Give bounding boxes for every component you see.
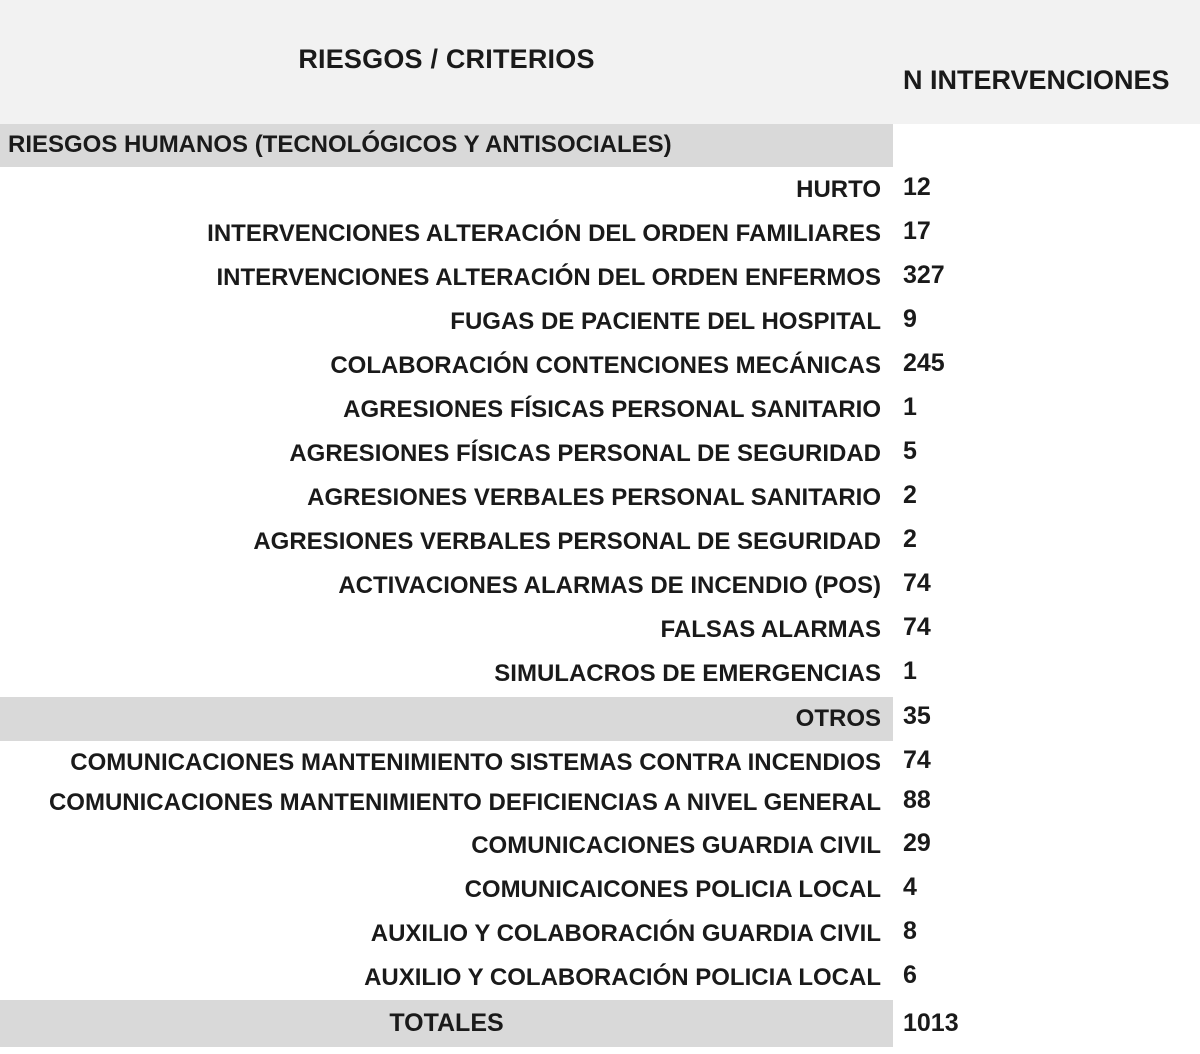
row-label: AGRESIONES FÍSICAS PERSONAL SANITARIO — [343, 396, 881, 423]
row-value: 74 — [903, 613, 931, 641]
header-criteria-label: RIESGOS / CRITERIOS — [298, 44, 595, 74]
table-row — [0, 868, 1200, 912]
table-row — [0, 520, 1200, 564]
totals-band — [0, 1000, 893, 1047]
row-label: AUXILIO Y COLABORACIÓN POLICIA LOCAL — [364, 964, 881, 991]
row-value: 29 — [903, 829, 931, 857]
table-row — [0, 168, 1200, 212]
row-value: 88 — [903, 786, 931, 814]
row-value: 74 — [903, 746, 931, 774]
table-row — [0, 608, 1200, 652]
row-label: OTROS — [795, 705, 881, 732]
row-value: 35 — [903, 702, 931, 730]
table-row — [0, 476, 1200, 520]
row-label: COLABORACIÓN CONTENCIONES MECÁNICAS — [330, 352, 881, 379]
row-label: AGRESIONES VERBALES PERSONAL SANITARIO — [307, 484, 881, 511]
table-row — [0, 344, 1200, 388]
row-value: 327 — [903, 261, 945, 289]
row-label: SIMULACROS DE EMERGENCIAS — [494, 660, 881, 687]
row-value: 2 — [903, 481, 917, 509]
row-label: ACTIVACIONES ALARMAS DE INCENDIO (POS) — [338, 572, 881, 599]
table-row — [0, 741, 1200, 785]
table-row — [0, 432, 1200, 476]
table-row — [0, 300, 1200, 344]
row-value: 12 — [903, 173, 931, 201]
row-value: 9 — [903, 305, 917, 333]
row-label: INTERVENCIONES ALTERACIÓN DEL ORDEN ENFERMOS — [216, 264, 881, 291]
row-value: 1 — [903, 393, 917, 421]
row-value: 74 — [903, 569, 931, 597]
row-value: 8 — [903, 917, 917, 945]
row-label: COMUNICACIONES GUARDIA CIVIL — [471, 832, 881, 859]
header-count-label: N INTERVENCIONES — [903, 65, 1170, 95]
table-row — [0, 652, 1200, 696]
row-value: 6 — [903, 961, 917, 989]
table-row — [0, 212, 1200, 256]
table-row — [0, 781, 1200, 825]
table-row — [0, 956, 1200, 1000]
table-row — [0, 564, 1200, 608]
row-label: COMUNICAICONES POLICIA LOCAL — [464, 876, 881, 903]
row-label: FUGAS DE PACIENTE DEL HOSPITAL — [450, 308, 881, 335]
table-row — [0, 388, 1200, 432]
header-criteria-cell — [0, 0, 893, 124]
section-title-band — [0, 124, 893, 167]
row-label: AUXILIO Y COLABORACIÓN GUARDIA CIVIL — [370, 920, 881, 947]
row-label: COMUNICACIONES MANTENIMIENTO DEFICIENCIAS A NIVEL GENERAL — [48, 789, 881, 816]
row-label: AGRESIONES FÍSICAS PERSONAL DE SEGURIDAD — [289, 440, 881, 467]
table-row — [0, 912, 1200, 956]
row-label: HURTO — [796, 176, 881, 203]
row-label: AGRESIONES VERBALES PERSONAL DE SEGURIDAD — [253, 528, 881, 555]
row-value: 245 — [903, 349, 945, 377]
section-title: RIESGOS HUMANOS (TECNOLÓGICOS Y ANTISOCIALES) — [8, 131, 672, 158]
table-row — [0, 697, 1200, 741]
table-row — [0, 256, 1200, 300]
row-label: COMUNICACIONES MANTENIMIENTO SISTEMAS CONTRA INCENDIOS — [70, 749, 881, 776]
table-row — [0, 824, 1200, 868]
row-label: FALSAS ALARMAS — [660, 616, 881, 643]
row-value: 17 — [903, 217, 931, 245]
header-count-cell — [893, 0, 1200, 124]
totals-label: TOTALES — [389, 1009, 504, 1037]
row-value: 5 — [903, 437, 917, 465]
row-label: INTERVENCIONES ALTERACIÓN DEL ORDEN FAMILIARES — [207, 220, 881, 247]
row-value: 2 — [903, 525, 917, 553]
row-value: 1 — [903, 657, 917, 685]
row-value: 4 — [903, 873, 917, 901]
totals-value: 1013 — [903, 1009, 959, 1037]
